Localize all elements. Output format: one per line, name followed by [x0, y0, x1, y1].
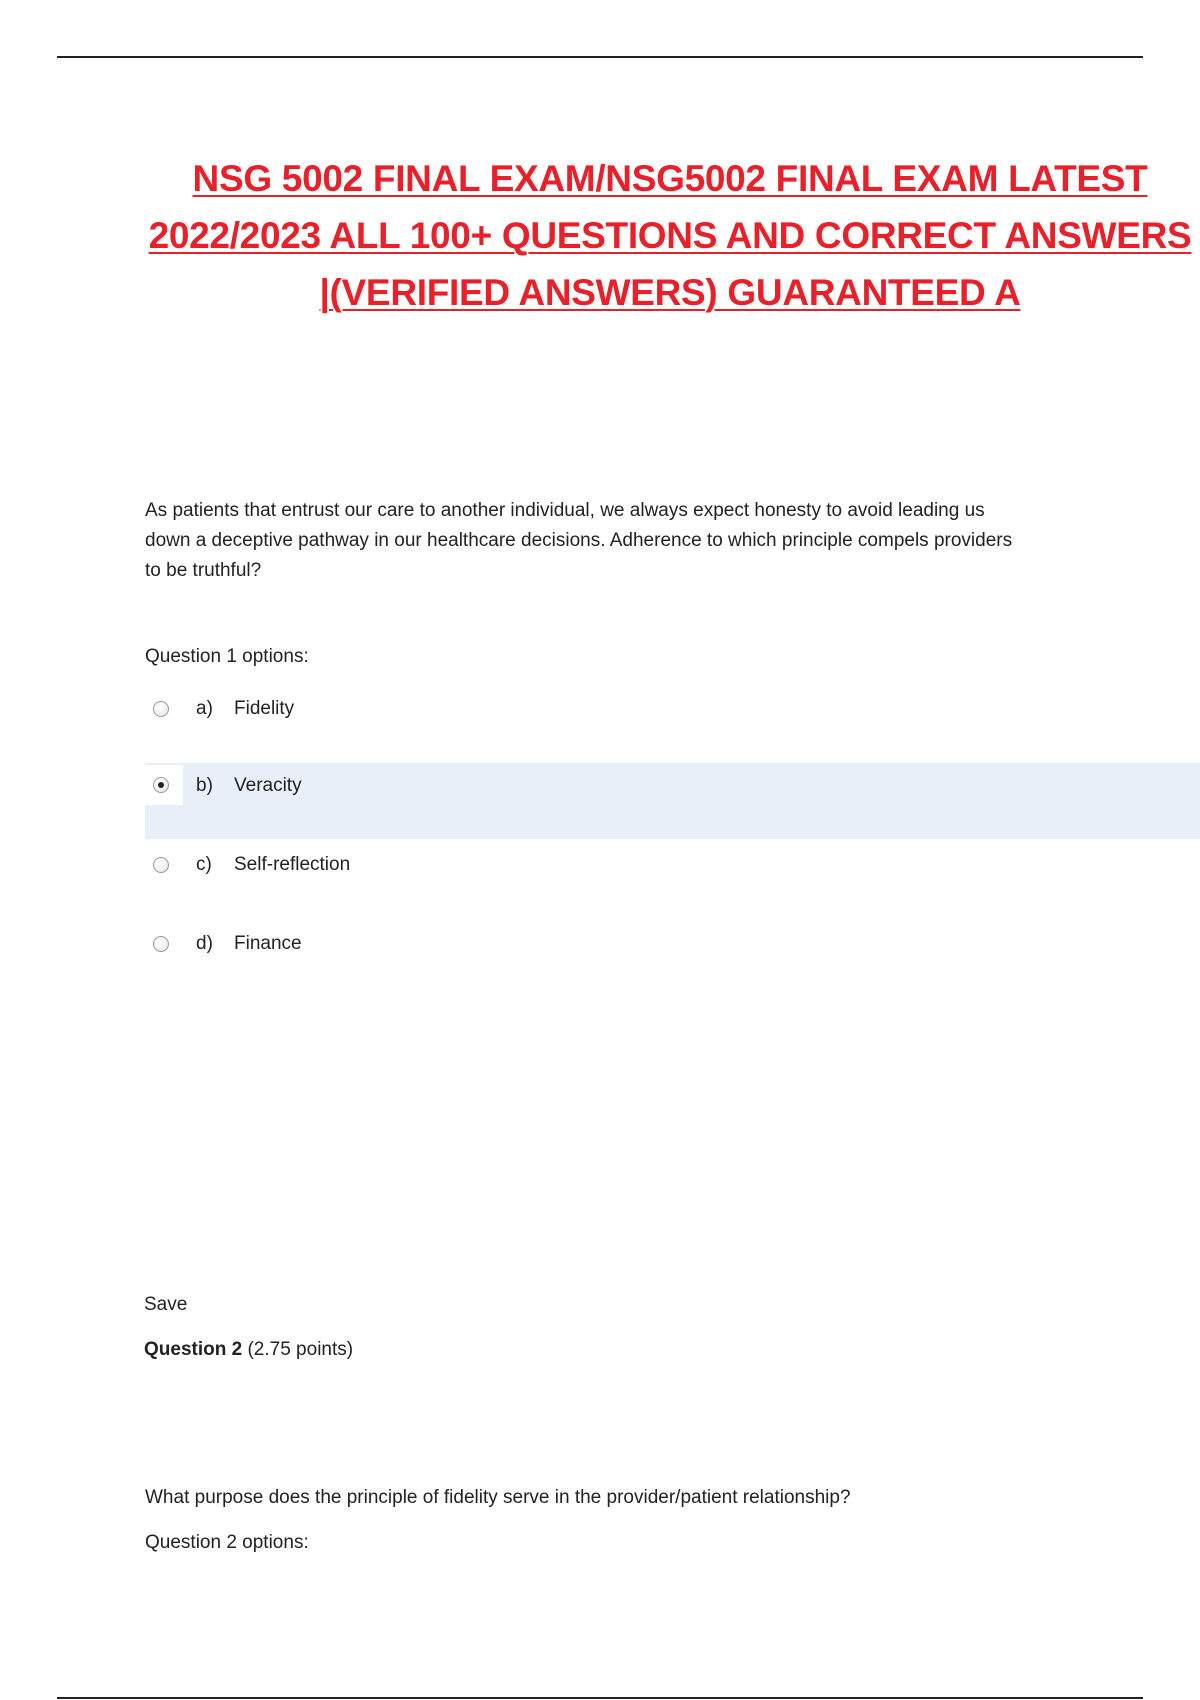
title-line-2: 2022/2023 ALL 100+ QUESTIONS AND CORRECT ANSWERS [148, 215, 1192, 256]
radio-button[interactable] [153, 936, 169, 952]
radio-button-selected[interactable] [153, 777, 169, 793]
option-a-radio-box[interactable] [139, 689, 183, 729]
question-2-title: Question 2 [144, 1339, 243, 1360]
option-b-radio-box[interactable] [139, 765, 183, 805]
question-1-text-line: to be truthful? [145, 560, 262, 581]
option-c[interactable] [145, 845, 1200, 885]
radio-button[interactable] [153, 857, 169, 873]
option-label: Fidelity [234, 698, 295, 719]
question-2-heading [144, 1339, 353, 1361]
option-b[interactable] [145, 763, 1200, 839]
option-letter: a) [196, 698, 213, 719]
option-label: Veracity [234, 775, 302, 796]
option-a[interactable] [145, 689, 1200, 729]
option-letter: c) [196, 854, 212, 875]
option-letter: b) [196, 775, 213, 796]
option-label: Finance [234, 933, 302, 954]
question-1-text [145, 496, 1085, 586]
option-letter: d) [196, 933, 213, 954]
question-1-text-line: down a deceptive pathway in our healthcare decisions. Adherence to which principle compels providers [145, 530, 1013, 551]
option-label: Self-reflection [234, 854, 351, 875]
radio-button[interactable] [153, 701, 169, 717]
option-c-radio-box[interactable] [139, 845, 183, 885]
bottom-rule [57, 1697, 1143, 1699]
question-1-options-label: Question 1 options: [145, 646, 309, 667]
question-2-text: What purpose does the principle of fidelity serve in the provider/patient relationship? [145, 1487, 851, 1508]
save-button[interactable]: Save [144, 1294, 188, 1315]
option-d-radio-box[interactable] [139, 924, 183, 964]
question-1-text-line: As patients that entrust our care to another individual, we always expect honesty to avoid leading us [145, 500, 985, 521]
question-2-options-label: Question 2 options: [145, 1532, 309, 1553]
title-line-1: NSG 5002 FINAL EXAM/NSG5002 FINAL EXAM LATEST [192, 158, 1148, 199]
top-rule [57, 56, 1143, 58]
question-2-points: (2.75 points) [247, 1339, 354, 1360]
option-d[interactable] [145, 924, 1200, 964]
document-title [140, 150, 1200, 321]
title-line-3: |(VERIFIED ANSWERS) GUARANTEED A [319, 272, 1021, 313]
